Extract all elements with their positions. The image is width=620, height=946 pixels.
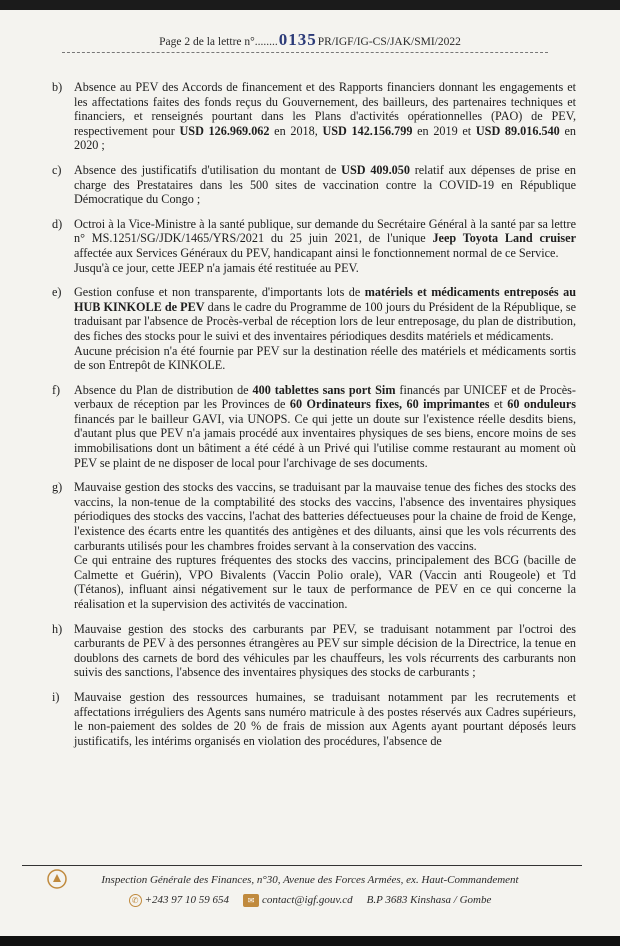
text-run: Mauvaise gestion des stocks des vaccins, se traduisant par la mauvaise tenue des fiches des stocks des vaccins, la non-tenue de la comptabilité des stocks des vaccins, l'absence des inventaires physiques périodiques des stocks des vaccins, l'achat des batteries défectueuses pour la chaine de froid de Kenge, l'existence des écarts entre les quantités des antigènes et des diluants, ainsi que les vols récurrents des carburants utilisés pour les chambres froides servant à la conservation des vaccins. bbox=[74, 480, 576, 553]
list-item bbox=[52, 217, 576, 275]
bold-text: 60 Ordinateurs fixes, 60 imprimantes bbox=[289, 397, 490, 412]
bold-text: USD 126.969.062 bbox=[179, 123, 270, 138]
text-run: en 2019 et bbox=[412, 123, 476, 138]
list-item bbox=[52, 622, 576, 680]
text-run: Aucune précision n'a été fournie par PEV sur la destination réelle des matériels et médicaments sortis de son Entrepôt de KINKOLE. bbox=[74, 343, 576, 373]
document-page bbox=[0, 10, 620, 936]
list-item bbox=[52, 80, 576, 153]
item-paragraph bbox=[74, 217, 576, 261]
text-run: Jusqu'à ce jour, cette JEEP n'a jamais été restituée au PEV. bbox=[74, 260, 359, 275]
text-run: Absence du Plan de distribution de bbox=[74, 382, 253, 397]
text-run: Mauvaise gestion des ressources humaines, se traduisant notamment par les recrutements et affectations irréguliers des Agents sans numéro matricule à des postes réservés aux Cadres supérieurs, le non-paiement des soldes de 20 % de frais de mission aux Agents ayant pourtant déposés leurs justificatifs, les intérims organisés en violation des procédures, l'absence de bbox=[74, 689, 576, 748]
text-run: et bbox=[489, 397, 508, 412]
text-run: Absence au PEV des Accords de financement et des Rapports financiers donnant les engagements et les affectations faites des fonds reçus du Gouvernement, des bailleurs, des partenaires techniques et financiers, et renseignés pourtant dans les Plans d'activités opérationnelles (PAO) de PEV, respectivement pour bbox=[74, 80, 576, 138]
text-run: affectée aux Services Généraux du PEV, handicapant ainsi le fonctionnement normal de ce Service. bbox=[74, 245, 559, 260]
text-run: en 2020 ; bbox=[74, 123, 576, 153]
letter-number-stamp: 0135 bbox=[278, 30, 317, 49]
footer-email[interactable]: contact@igf.gouv.cd bbox=[262, 894, 353, 907]
bold-text: 400 tablettes sans port Sim bbox=[252, 382, 396, 397]
header-reference: PR/IGF/IG-CS/JAK/SMI/2022 bbox=[317, 36, 461, 48]
footer-divider bbox=[22, 865, 582, 866]
item-label: h) bbox=[52, 621, 63, 636]
list-item bbox=[52, 690, 576, 748]
text-run: Octroi à la Vice-Ministre à la santé publique, sur demande du Secrétaire Général à la santé par sa lettre n° MS.1251/SG/JDK/1465/YRS/2021 du 25 juin 2021, de l'unique bbox=[74, 216, 576, 246]
item-body bbox=[74, 383, 576, 471]
item-paragraph bbox=[74, 553, 576, 611]
text-run: Absence des justificatifs d'utilisation du montant de bbox=[74, 162, 342, 177]
text-run: dans le cadre du Programme de 100 jours du Président de la République, se traduisant par l'absence de Procès-verbal de réception lors de leur entreposage, du plan de distribution, des fiches des stocks pour le suivi et des inventaires périodiques desdits matériels et médicaments. bbox=[74, 299, 576, 343]
item-paragraph bbox=[74, 480, 576, 553]
item-paragraph bbox=[74, 261, 576, 276]
item-paragraph bbox=[74, 163, 576, 207]
item-body bbox=[74, 480, 576, 611]
list-item bbox=[52, 163, 576, 207]
text-run: financés par le bailleur GAVI, via UNOPS. Ce qui jette un doute sur l'existence réelle desdits biens, d'autant plus que PEV n'a jamais procédé aux inventaires physiques de ses biens, encore moins de ses immobilisations dont un bâtiment a été cédé à un Privé qui l'utilise comme restaurant au moment où PEV se plaint de ne disposer de local pour l'archivage de ses documents. bbox=[74, 411, 576, 470]
item-label: d) bbox=[52, 216, 63, 231]
item-body bbox=[74, 690, 576, 748]
item-body bbox=[74, 217, 576, 275]
mail-icon: ✉ bbox=[243, 894, 259, 907]
item-paragraph bbox=[74, 622, 576, 680]
phone-icon: ✆ bbox=[129, 894, 142, 907]
item-label: e) bbox=[52, 285, 62, 300]
text-run: en 2018, bbox=[269, 123, 323, 138]
item-label: f) bbox=[52, 382, 61, 397]
bold-text: USD 89.016.540 bbox=[475, 123, 560, 138]
list-item bbox=[52, 285, 576, 373]
bold-text: Jeep Toyota Land cruiser bbox=[432, 231, 576, 246]
header-prefix: Page 2 de la lettre n° bbox=[159, 36, 255, 48]
item-paragraph bbox=[74, 383, 576, 471]
list-item bbox=[52, 383, 576, 471]
footer-address: Inspection Générale des Finances, n°30, Avenue des Forces Armées, ex. Haut-Commandement bbox=[101, 874, 519, 886]
item-body bbox=[74, 80, 576, 153]
header-divider bbox=[62, 52, 548, 53]
bold-text: USD 409.050 bbox=[341, 162, 410, 177]
bold-text: matériels et médicaments entreposés au HUB KINKOLE de PEV bbox=[74, 285, 576, 314]
text-run: financés par UNICEF et de Procès-verbaux de réception par les Provinces de bbox=[74, 382, 576, 412]
bold-text: 60 onduleurs bbox=[507, 397, 577, 412]
item-body bbox=[74, 285, 576, 373]
bold-text: USD 142.156.799 bbox=[322, 123, 413, 138]
text-run: Ce qui entraine des ruptures fréquentes des stocks des vaccins, principalement des BCG (bacille de Calmette et Guérin), VPO Bivalents (Vaccin Polio orale), VAR (Vaccin anti Rougeole) et Td (Tétanos), influant ainsi négativement sur le taux de performance de PEV en ce qui concerne la réalisation et la supervision des activités de vaccination. bbox=[74, 553, 576, 611]
text-run: relatif aux dépenses de prise en charge des Prestataires dans les 500 sites de vaccination contre la COVID-19 en République Démocratique du Congo ; bbox=[74, 162, 576, 207]
footer-po-box: B.P 3683 Kinshasa / Gombe bbox=[366, 894, 492, 907]
item-paragraph bbox=[74, 690, 576, 748]
footer-contacts bbox=[60, 894, 560, 907]
item-label: g) bbox=[52, 480, 63, 495]
item-label: b) bbox=[52, 80, 63, 94]
page-header bbox=[0, 30, 620, 50]
findings-list bbox=[52, 80, 576, 758]
header-dots: ........ bbox=[254, 36, 278, 48]
item-paragraph bbox=[74, 80, 576, 153]
item-label: c) bbox=[52, 162, 62, 177]
text-run: Gestion confuse et non transparente, d'importants lots de bbox=[74, 285, 365, 300]
item-paragraph bbox=[74, 285, 576, 343]
text-run: Mauvaise gestion des stocks des carburants par PEV, se traduisant notamment par l'octroi des carburants de PEV à des personnes étrangères au PEV sur simple décision de la Directrice, la tenue en doublons des carnets de bord des véhicules par les chauffeurs, les vols récurrents des carburants non suivis des sanctions, l'absence des inventaires physiques des stocks de carburants ; bbox=[74, 621, 576, 680]
item-body bbox=[74, 622, 576, 680]
screen-bottom-bar bbox=[0, 936, 620, 946]
item-body bbox=[74, 163, 576, 207]
item-label: i) bbox=[52, 689, 60, 704]
list-item bbox=[52, 480, 576, 611]
footer-phone: +243 97 10 59 654 bbox=[144, 894, 230, 907]
item-paragraph bbox=[74, 344, 576, 373]
